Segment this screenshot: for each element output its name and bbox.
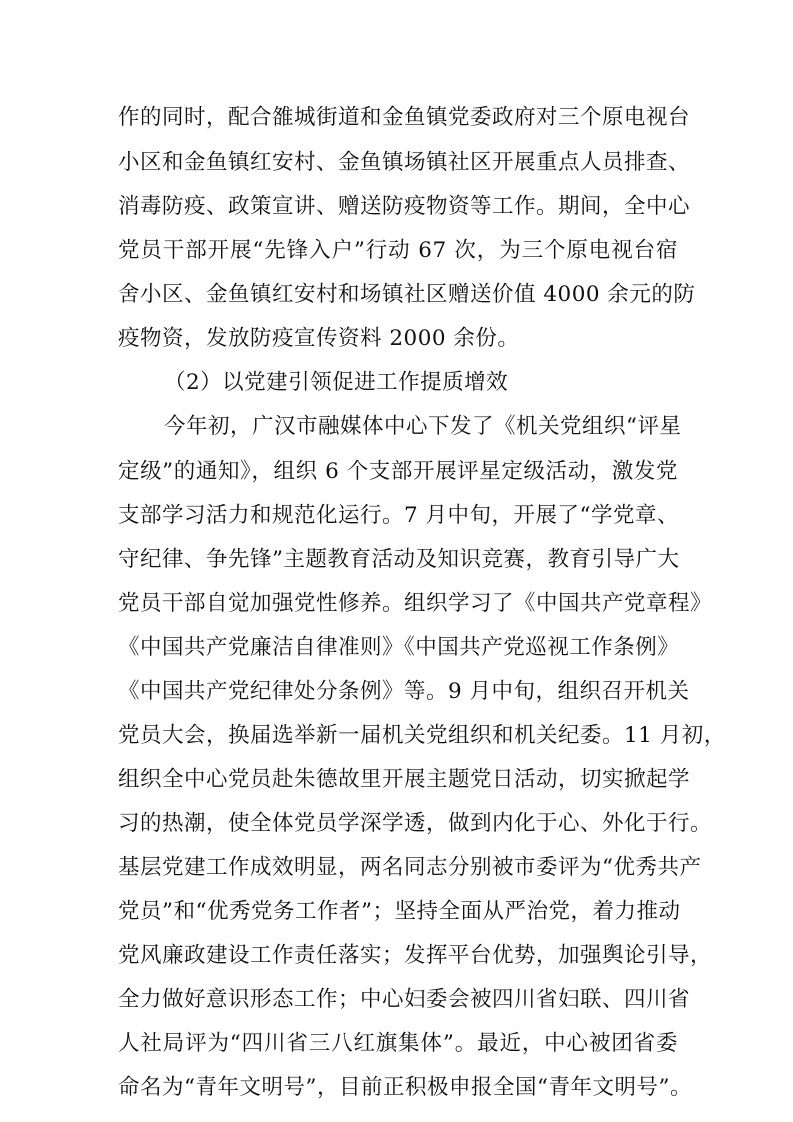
paragraph-line: 《中国共产党纪律处分条例》等。9 月中旬，组织召开机关 xyxy=(118,679,690,704)
paragraph-line: 《中国共产党廉洁自律准则》《中国共产党巡视工作条例》 xyxy=(118,635,680,660)
paragraph-line: 今年初，广汉市融媒体中心下发了《机关党组织“评星 xyxy=(164,414,682,439)
paragraph-line: 习的热潮，使全体党员学深学透，做到内化于心、外化于行。 xyxy=(118,811,713,836)
paragraph-line: 党员干部开展“先锋入户”行动 67 次，为三个原电视台宿 xyxy=(118,238,678,263)
paragraph-line: 支部学习活力和规范化运行。7 月中旬，开展了“学党章、 xyxy=(118,503,680,528)
paragraph-line: 基层党建工作成效明显，两名同志分别被市委评为“优秀共产 xyxy=(118,855,702,880)
paragraph-line: 党员”和“优秀党务工作者”；坚持全面从严治党，着力推动 xyxy=(118,899,681,924)
paragraph-line: 人社局评为“四川省三八红旗集体”。最近，中心被团省委 xyxy=(118,1031,678,1056)
paragraph-line: 党风廉政建设工作责任落实；发挥平台优势，加强舆论引导， xyxy=(118,943,713,968)
section-heading: （2）以党建引领促进工作提质增效 xyxy=(164,370,509,395)
paragraph-line: 定级”的通知》，组织 6 个支部开展评星定级活动，激发党 xyxy=(118,459,678,484)
paragraph-line: 消毒防疫、政策宣讲、赠送防疫物资等工作。期间，全中心 xyxy=(118,194,691,219)
paragraph-line: 组织全中心党员赴朱德故里开展主题党日活动，切实掀起学 xyxy=(118,767,691,792)
paragraph-line: 全力做好意识形态工作；中心妇委会被四川省妇联、四川省 xyxy=(118,987,691,1012)
paragraph-line: 命名为“青年文明号”，目前正积极申报全国“青年文明号”。 xyxy=(118,1075,692,1100)
paragraph-line: 疫物资，发放防疫宣传资料 2000 余份。 xyxy=(118,326,520,351)
paragraph-line: 作的同时，配合雒城街道和金鱼镇党委政府对三个原电视台 xyxy=(118,105,691,130)
paragraph-line: 党员干部自觉加强党性修养。组织学习了《中国共产党章程》 xyxy=(118,591,713,616)
paragraph-line: 舍小区、金鱼镇红安村和场镇社区赠送价值 4000 余元的防 xyxy=(118,282,696,307)
paragraph-line: 党员大会，换届选举新一届机关党组织和机关纪委。11 月初， xyxy=(118,723,726,748)
paragraph-line: 小区和金鱼镇红安村、金鱼镇场镇社区开展重点人员排查、 xyxy=(118,150,691,175)
paragraph-line: 守纪律、争先锋”主题教育活动及知识竞赛，教育引导广大 xyxy=(118,547,680,572)
